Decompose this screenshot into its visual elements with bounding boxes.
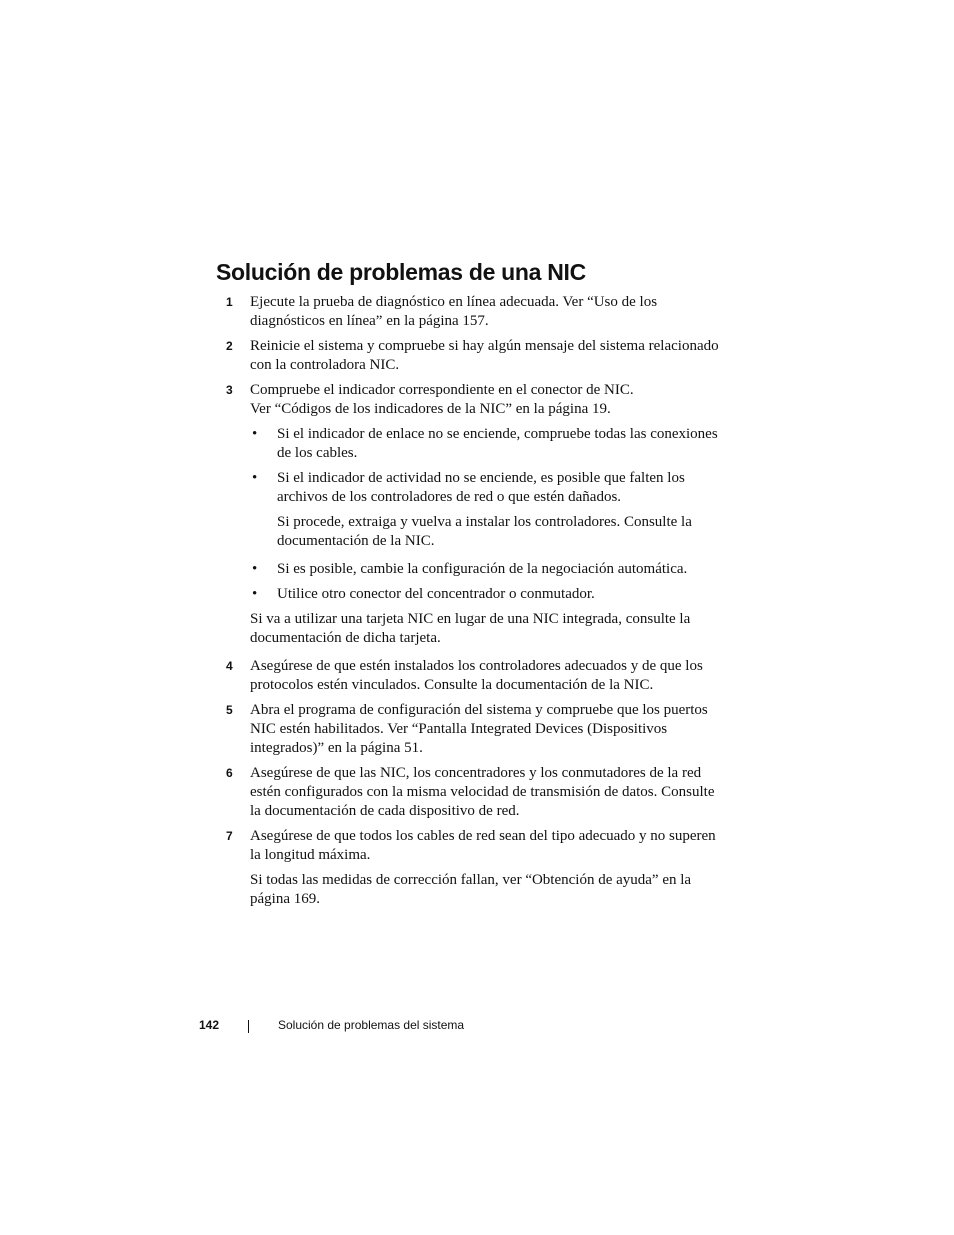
- step-7: [222, 827, 722, 909]
- bullet-item: [250, 469, 722, 551]
- step-text: Asegúrese de que todos los cables de red sean del tipo adecuado y no superen la longitud máxima.: [250, 828, 716, 863]
- bullet-mark: •: [252, 561, 258, 577]
- step-3: [222, 381, 722, 648]
- step-number: 4: [226, 659, 233, 673]
- step-number: 7: [226, 829, 233, 843]
- step-text: Asegúrese de que estén instalados los controladores adecuados y de que los protocolos estén vinculados. Consulte la documentación de la NIC.: [250, 658, 703, 693]
- bullet-mark: •: [252, 426, 258, 442]
- step-text: Abra el programa de configuración del sistema y compruebe que los puertos NIC estén habilitados. Ver “Pantalla Integrated Devices (Dispositivos integrados)” en la página 51.: [250, 702, 708, 756]
- footer-divider: [248, 1020, 249, 1033]
- step-number: 5: [226, 703, 233, 717]
- step-6: [222, 764, 722, 821]
- step-number: 2: [226, 339, 233, 353]
- steps-list: [222, 293, 722, 915]
- bullet-mark: •: [252, 470, 258, 486]
- step-note: Si todas las medidas de corrección fallan, ver “Obtención de ayuda” en la página 169.: [250, 872, 692, 907]
- step-number: 1: [226, 295, 233, 309]
- page-number: 142: [199, 1018, 220, 1032]
- step-number: 6: [226, 766, 233, 780]
- footer-section-title: Solución de problemas del sistema: [278, 1018, 465, 1032]
- step-note: Si va a utilizar una tarjeta NIC en lugar de una NIC integrada, consulte la documentación de dicha tarjeta.: [250, 611, 691, 646]
- bullet-text: Utilice otro conector del concentrador o conmutador.: [277, 586, 595, 602]
- page-footer: [0, 1015, 954, 1035]
- step-4: [222, 657, 722, 695]
- step-text: Ejecute la prueba de diagnóstico en línea adecuada. Ver “Uso de los diagnósticos en línea” en la página 157.: [250, 294, 658, 329]
- page-title: Solución de problemas de una NIC: [216, 259, 586, 285]
- cross-reference-line: Ver “Códigos de los indicadores de la NIC” en la página 19.: [250, 401, 611, 417]
- bullet-item: [250, 585, 722, 604]
- step-1: [222, 293, 722, 331]
- step-text: Reinicie el sistema y compruebe si hay algún mensaje del sistema relacionado con la controladora NIC.: [250, 338, 719, 373]
- bullet-text: Si es posible, cambie la configuración de la negociación automática.: [277, 561, 688, 577]
- step-text-line: Compruebe el indicador correspondiente en el conector de NIC.: [250, 382, 634, 398]
- step-text: Asegúrese de que las NIC, los concentradores y los conmutadores de la red estén configurados con la misma velocidad de transmisión de datos. Consulte la documentación de cada dispositivo de red.: [250, 765, 715, 819]
- bullet-list: [250, 425, 722, 604]
- step-text: [250, 381, 722, 419]
- bullet-subtext: Si procede, extraiga y vuelva a instalar los controladores. Consulte la documentación de la NIC.: [277, 514, 692, 549]
- bullet-item: [250, 425, 722, 463]
- step-number: 3: [226, 383, 233, 397]
- bullet-item: [250, 560, 722, 579]
- bullet-text: Si el indicador de enlace no se enciende, compruebe todas las conexiones de los cables.: [277, 426, 718, 461]
- bullet-mark: •: [252, 586, 258, 602]
- bullet-text: Si el indicador de actividad no se enciende, es posible que falten los archivos de los controladores de red o que estén dañados.: [277, 470, 685, 505]
- step-2: [222, 337, 722, 375]
- step-5: [222, 701, 722, 758]
